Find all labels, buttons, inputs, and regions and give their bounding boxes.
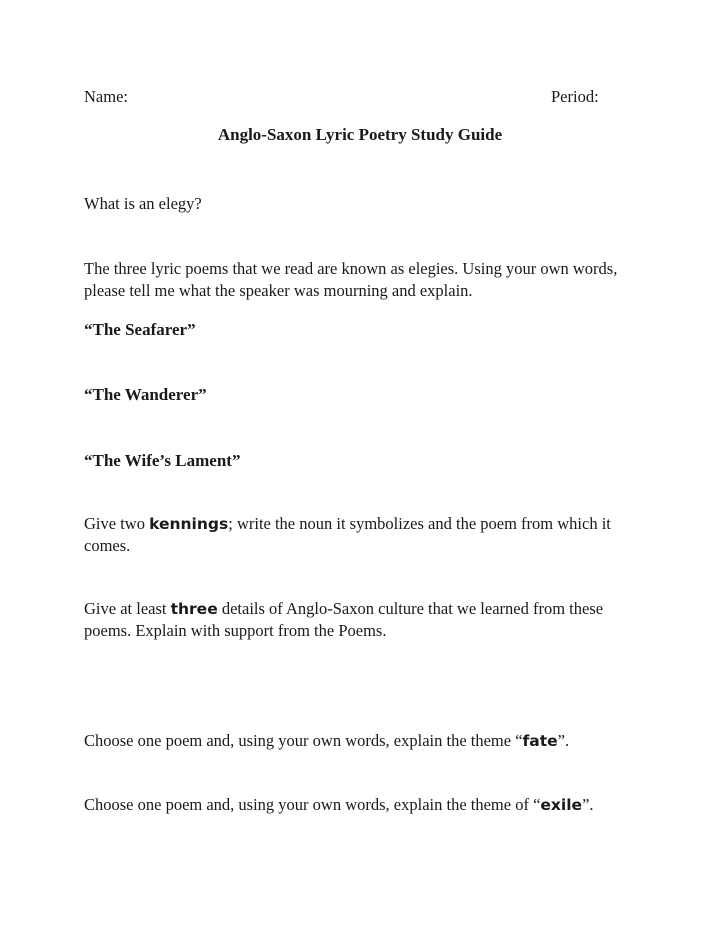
- poem-title-wanderer: “The Wanderer”: [84, 385, 207, 404]
- question-culture-text-end: details of Anglo-Saxon culture that we learned from these poems. Explain with support from the Poems.: [84, 599, 604, 640]
- question-culture-text: Give at least: [84, 599, 171, 618]
- question-exile-text-end: ”.: [582, 795, 594, 814]
- question-kennings-text: Give two: [84, 514, 150, 533]
- keyword-fate: fate: [522, 732, 558, 750]
- keyword-three: three: [170, 600, 218, 618]
- question-kennings: [84, 513, 644, 557]
- question-exile-text: Choose one poem and, using your own words, explain the theme of “: [84, 795, 541, 814]
- poem-title-seafarer: “The Seafarer”: [84, 320, 196, 339]
- poem-title-wifes-lament: “The Wife’s Lament”: [84, 451, 241, 470]
- question-culture: [84, 598, 644, 642]
- question-exile: [84, 794, 594, 816]
- period-label: Period:: [551, 87, 599, 106]
- question-fate: [84, 730, 569, 752]
- page-title: Anglo-Saxon Lyric Poetry Study Guide: [217, 125, 503, 144]
- name-label: Name:: [84, 87, 128, 106]
- keyword-kennings: kennings: [149, 515, 229, 533]
- question-fate-text: Choose one poem and, using your own words, explain the theme “: [84, 731, 523, 750]
- question-elegies-intro: The three lyric poems that we read are known as elegies. Using your own words, please tell me what the speaker was mourning and explain.: [84, 259, 618, 300]
- question-kennings-text-end: ; write the noun it symbolizes and the poem from which it comes.: [84, 514, 611, 555]
- question-elegy: What is an elegy?: [84, 194, 202, 213]
- keyword-exile: exile: [540, 796, 583, 814]
- question-fate-text-end: ”.: [557, 731, 570, 750]
